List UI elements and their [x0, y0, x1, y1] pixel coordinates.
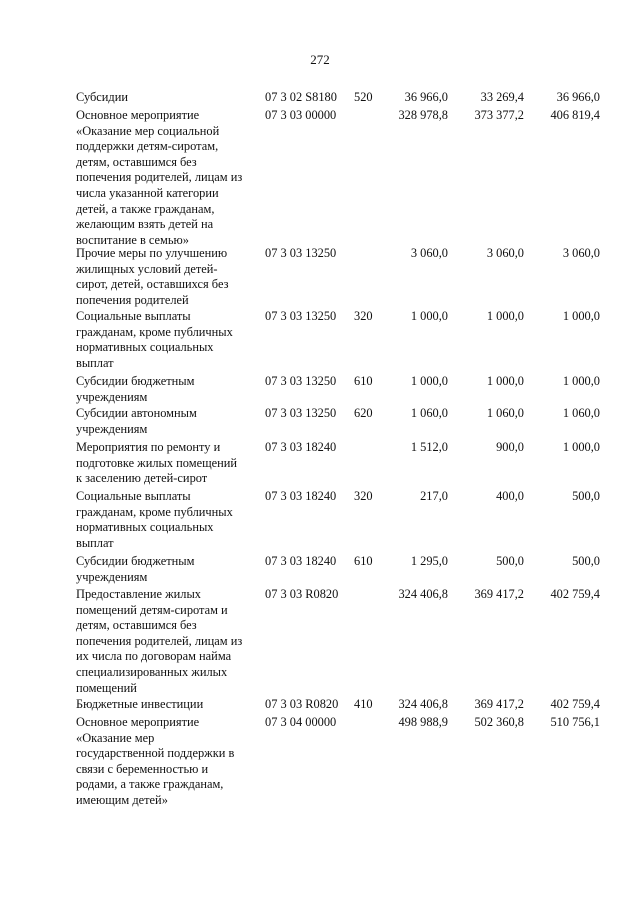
row-value-1: 498 988,9 — [398, 715, 448, 729]
row-code: 07 3 03 18240 — [265, 554, 337, 568]
row-name-line: Мероприятия по ремонту и — [76, 440, 221, 454]
row-value-2: 1 000,0 — [486, 309, 524, 323]
row-value-1: 217,0 — [420, 489, 448, 503]
row-value-3: 402 759,4 — [550, 697, 600, 711]
row-name — [76, 489, 256, 551]
row-value-3: 500,0 — [572, 489, 600, 503]
row-value-1: 3 060,0 — [410, 246, 448, 260]
row-value-1: 1 512,0 — [410, 440, 448, 454]
row-value-2: 369 417,2 — [474, 697, 524, 711]
row-name — [76, 406, 256, 437]
row-value-3: 1 000,0 — [562, 309, 600, 323]
row-name-line: учреждениям — [76, 389, 148, 404]
row-name-line: желающим взять детей на — [76, 217, 214, 232]
row-name-line: гражданам, кроме публичных — [76, 504, 233, 519]
page-number: 272 — [310, 52, 330, 67]
row-name-line: выплат — [76, 355, 114, 370]
row-name — [76, 554, 256, 585]
row-code: 07 3 03 13250 — [265, 374, 337, 388]
row-name-line: Социальные выплаты — [76, 489, 191, 503]
row-code: 07 3 03 13250 — [265, 246, 337, 260]
row-name-line: Социальные выплаты — [76, 309, 191, 323]
row-expense-type: 320 — [354, 489, 373, 503]
row-value-2: 1 060,0 — [486, 406, 524, 420]
row-value-2: 3 060,0 — [486, 246, 524, 260]
row-name-line: учреждениям — [76, 421, 148, 436]
row-value-3: 1 000,0 — [562, 374, 600, 388]
row-code: 07 3 03 18240 — [265, 489, 337, 503]
row-name — [76, 715, 256, 809]
row-value-1: 1 060,0 — [410, 406, 448, 420]
row-value-2: 500,0 — [496, 554, 524, 568]
row-name — [76, 246, 256, 308]
row-expense-type: 520 — [354, 90, 373, 104]
row-name-line: их числа по договорам найма — [76, 649, 232, 664]
row-value-1: 328 978,8 — [398, 108, 448, 122]
row-name-line: к заселению детей-сирот — [76, 471, 208, 486]
row-code: 07 3 03 R0820 — [265, 587, 339, 601]
row-name-line: Основное мероприятие — [76, 715, 200, 729]
row-name-line: «Оказание мер — [76, 730, 155, 745]
row-expense-type: 410 — [354, 697, 373, 711]
row-name-line: детей, а также гражданам, — [76, 201, 215, 216]
row-value-2: 1 000,0 — [486, 374, 524, 388]
row-name-line: сирот, детей, оставшихся без — [76, 277, 229, 292]
row-name-line: Предоставление жилых — [76, 587, 201, 601]
row-value-3: 3 060,0 — [562, 246, 600, 260]
row-value-1: 324 406,8 — [398, 587, 448, 601]
row-name-line: подготовке жилых помещений — [76, 455, 238, 470]
row-name-line: попечения родителей — [76, 292, 189, 307]
row-expense-type: 320 — [354, 309, 373, 323]
row-code: 07 3 03 13250 — [265, 309, 337, 323]
row-value-2: 373 377,2 — [474, 108, 524, 122]
row-name — [76, 587, 256, 696]
row-name-line: связи с беременностью и — [76, 761, 209, 776]
row-name-line: выплат — [76, 535, 114, 550]
row-value-3: 1 060,0 — [562, 406, 600, 420]
row-name-line: нормативных социальных — [76, 340, 214, 355]
row-value-3: 36 966,0 — [556, 90, 600, 104]
row-value-1: 1 295,0 — [410, 554, 448, 568]
row-name — [76, 108, 256, 248]
row-name-line: Бюджетные инвестиции — [76, 697, 204, 711]
row-expense-type: 610 — [354, 374, 373, 388]
row-value-1: 36 966,0 — [404, 90, 448, 104]
row-value-1: 1 000,0 — [410, 374, 448, 388]
row-value-1: 324 406,8 — [398, 697, 448, 711]
row-value-2: 400,0 — [496, 489, 524, 503]
row-code: 07 3 03 13250 — [265, 406, 337, 420]
row-name-line: детям, оставшимся без — [76, 618, 197, 633]
row-name-line: Основное мероприятие — [76, 108, 200, 122]
row-name-line: специализированных жилых — [76, 664, 228, 679]
row-name-line: Прочие меры по улучшению — [76, 246, 228, 260]
row-name-line: поддержки детям-сиротам, — [76, 139, 219, 154]
row-name — [76, 309, 256, 371]
row-name — [76, 440, 256, 487]
row-name-line: Субсидии бюджетным — [76, 554, 195, 568]
row-name-line: учреждениям — [76, 569, 148, 584]
row-code: 07 3 02 S8180 — [265, 90, 337, 104]
row-value-2: 33 269,4 — [480, 90, 524, 104]
row-name-line: воспитание в семью» — [76, 232, 189, 247]
row-name-line: детям, оставшимся без — [76, 154, 197, 169]
row-name-line: «Оказание мер социальной — [76, 123, 220, 138]
row-name — [76, 697, 256, 713]
row-value-3: 402 759,4 — [550, 587, 600, 601]
row-name-line: помещений детям-сиротам и — [76, 602, 228, 617]
row-name-line: Субсидии — [76, 90, 128, 104]
row-value-3: 1 000,0 — [562, 440, 600, 454]
row-name-line: жилищных условий детей- — [76, 261, 218, 276]
row-value-2: 369 417,2 — [474, 587, 524, 601]
row-expense-type: 610 — [354, 554, 373, 568]
row-name-line: помещений — [76, 680, 137, 695]
row-name-line: родами, а также гражданам, — [76, 777, 224, 792]
row-name-line: попечения родителей, лицам из — [76, 170, 243, 185]
row-name-line: Субсидии автономным — [76, 406, 197, 420]
row-code: 07 3 04 00000 — [265, 715, 337, 729]
row-name-line: числа указанной категории — [76, 185, 219, 200]
row-value-3: 510 756,1 — [550, 715, 600, 729]
row-name-line: имеющим детей» — [76, 792, 168, 807]
row-code: 07 3 03 00000 — [265, 108, 337, 122]
row-expense-type: 620 — [354, 406, 373, 420]
row-code: 07 3 03 18240 — [265, 440, 337, 454]
row-name-line: попечения родителей, лицам из — [76, 633, 243, 648]
row-name-line: государственной поддержки в — [76, 746, 235, 761]
row-name-line: Субсидии бюджетным — [76, 374, 195, 388]
row-name-line: гражданам, кроме публичных — [76, 324, 233, 339]
row-value-2: 900,0 — [496, 440, 524, 454]
row-name — [76, 374, 256, 405]
row-value-3: 406 819,4 — [550, 108, 600, 122]
row-code: 07 3 03 R0820 — [265, 697, 339, 711]
row-name-line: нормативных социальных — [76, 520, 214, 535]
row-value-2: 502 360,8 — [474, 715, 524, 729]
row-name — [76, 90, 256, 106]
row-value-3: 500,0 — [572, 554, 600, 568]
row-value-1: 1 000,0 — [410, 309, 448, 323]
